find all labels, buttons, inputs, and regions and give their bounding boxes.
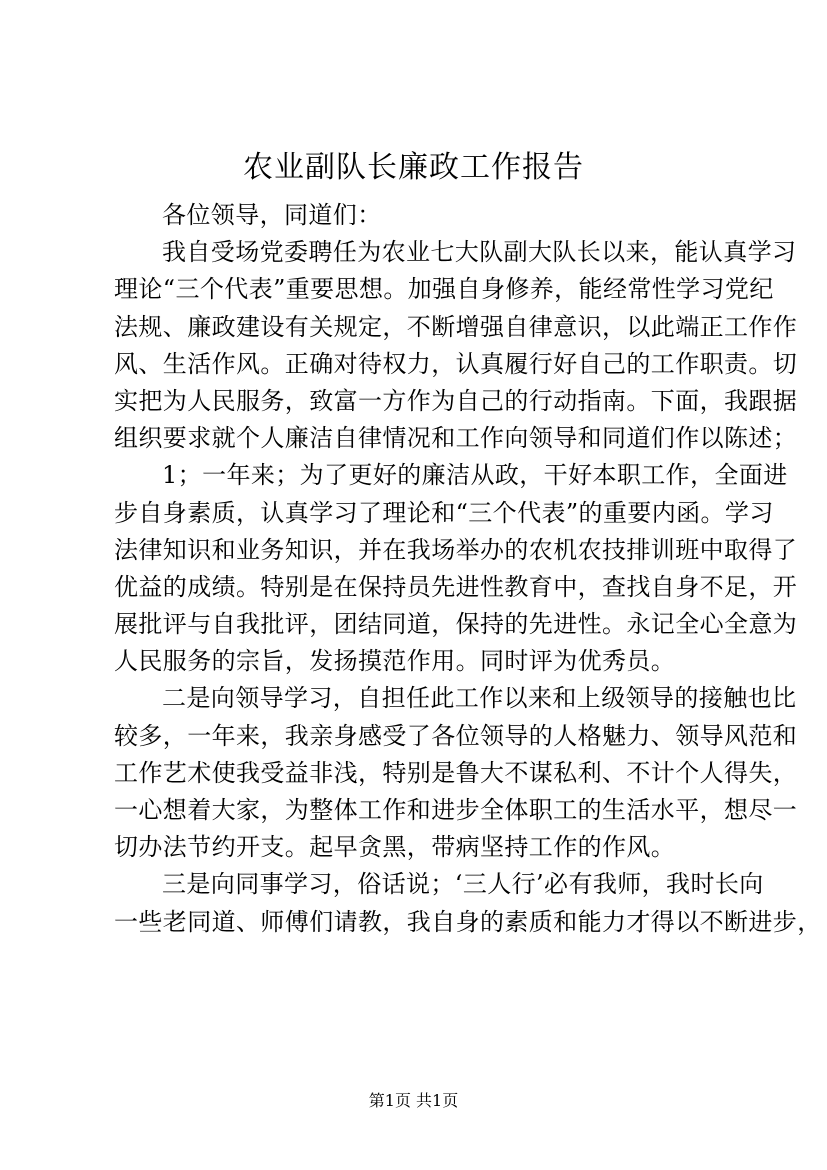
body-line: 一些老同道、师傅们请教，我自身的素质和能力才得以不断进步， [114,907,822,936]
body-line: 切办法节约开支。起早贪黑，带病坚持工作的作风。 [114,833,676,862]
body-line: 优益的成绩。特别是在保持员先进性教育中，查找自身不足，开 [114,572,798,601]
body-line: 三是向同事学习，俗话说；‘三人行’必有我师，我时长向 [162,870,764,899]
body-line: 展批评与自我批评，团结同道，保持的先进性。永记全心全意为 [114,610,798,639]
body-line: 我自受场党委聘任为农业七大队副大队长以来，能认真学习 [162,238,797,267]
page-footer: 第1页 共1页 [368,1091,459,1110]
body-line: 法律知识和业务知识，并在我场举办的农机农技排训班中取得了 [114,535,798,564]
body-line: 理论“三个代表”重要思想。加强自身修养，能经常性学习党纪 [114,275,774,304]
body-line: 各位领导，同道们： [162,201,382,229]
body-line: 风、生活作风。正确对待权力，认真履行好自己的工作职责。切 [114,349,798,378]
body-line: 1；一年来；为了更好的廉洁从政，干好本职工作，全面进 [162,461,788,490]
body-line: 步自身素质，认真学习了理论和“三个代表”的重要内函。学习 [114,498,774,527]
body-line: 工作艺术使我受益非浅，特别是鲁大不谋私利、不计个人得失， [114,758,798,787]
document-body [114,197,822,941]
body-line: 一心想着大家，为整体工作和进步全体职工的生活水平，想尽一 [114,796,798,824]
body-line: 较多，一年来，我亲身感受了各位领导的人格魅力、领导风范和 [114,721,798,750]
body-line: 法规、廉政建设有关规定，不断增强自律意识，以此端正工作作 [114,312,798,341]
body-line: 组织要求就个人廉洁自律情况和工作向领导和同道们作以陈述； [114,424,798,453]
body-line: 实把为人民服务，致富一方作为自己的行动指南。下面，我跟据 [114,386,798,415]
body-line: 二是向领导学习，自担任此工作以来和上级领导的接触也比 [162,684,797,713]
document-title: 农业副队长廉政工作报告 [243,150,584,185]
body-line: 人民服务的宗旨，发扬摸范作用。同时评为优秀员。 [114,647,676,676]
